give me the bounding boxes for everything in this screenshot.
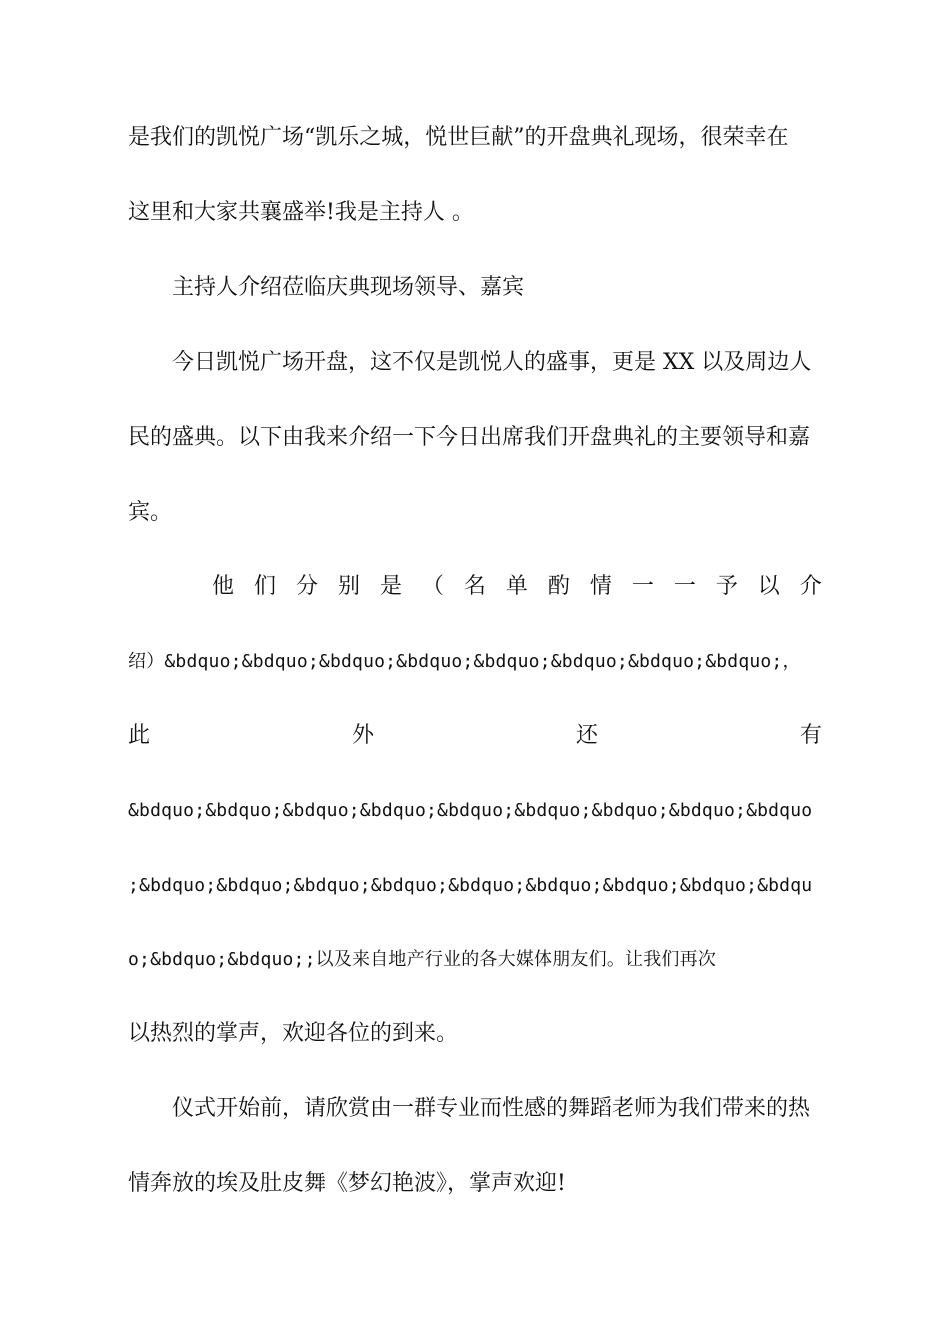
spread-char: 酌	[547, 574, 570, 599]
spread-char: 名	[463, 574, 486, 599]
paragraph-line-6: 宾。	[128, 500, 173, 525]
spread-char: 情	[589, 574, 612, 599]
paragraph-line-13: 情奔放的埃及肚皮舞《梦幻艳波》，掌声欢迎!	[128, 1171, 566, 1196]
spread-char: （	[421, 574, 444, 599]
spread-char: 外	[351, 723, 374, 748]
spread-char: 别	[337, 574, 360, 599]
spread-line-names	[212, 567, 822, 607]
spread-char: 有	[799, 723, 822, 748]
spread-char: 予	[715, 574, 738, 599]
paragraph-line-11: 以热烈的掌声，欢迎各位的到来。	[128, 1021, 459, 1046]
paragraph-line-2: 这里和大家共襄盛举!我是主持人 。	[128, 200, 474, 225]
paragraph-line-4: 今日凯悦广场开盘，这不仅是凯悦人的盛事，更是 XX 以及周边人	[172, 350, 812, 375]
paragraph-line-8: &bdquo;&bdquo;&bdquo;&bdquo;&bdquo;&bdquo;&bdquo;&bdquo;&bdquo	[128, 800, 813, 821]
spread-char: 一	[673, 574, 696, 599]
spread-char: 还	[575, 723, 598, 748]
spread-char: 分	[295, 574, 318, 599]
spread-char: 们	[253, 574, 276, 599]
paragraph-line-9: ;&bdquo;&bdquo;&bdquo;&bdquo;&bdquo;&bdquo;&bdquo;&bdquo;&bdqu	[128, 875, 813, 896]
spread-char: 是	[379, 574, 402, 599]
paragraph-line-7: 绍）&bdquo;&bdquo;&bdquo;&bdquo;&bdquo;&bdquo;&bdquo;&bdquo;，	[128, 651, 801, 672]
spread-char: 一	[631, 574, 654, 599]
paragraph-line-5: 民的盛典。以下由我来介绍一下今日出席我们开盘典礼的主要领导和嘉	[128, 425, 811, 450]
paragraph-line-3: 主持人介绍莅临庆典现场领导、嘉宾	[172, 275, 525, 300]
spread-char: 以	[757, 574, 780, 599]
spread-line-also	[128, 716, 822, 756]
paragraph-line-10: o;&bdquo;&bdquo;;以及来自地产行业的各大媒体朋友们。让我们再次	[128, 949, 717, 970]
spread-char: 介	[799, 574, 822, 599]
paragraph-line-12: 仪式开始前，请欣赏由一群专业而性感的舞蹈老师为我们带来的热	[172, 1096, 811, 1121]
spread-char: 他	[212, 574, 235, 599]
spread-char: 此	[128, 723, 151, 748]
spread-char: 单	[505, 574, 528, 599]
paragraph-line-1: 是我们的凯悦广场“凯乐之城，悦世巨献”的开盘典礼现场，很荣幸在	[128, 125, 789, 150]
